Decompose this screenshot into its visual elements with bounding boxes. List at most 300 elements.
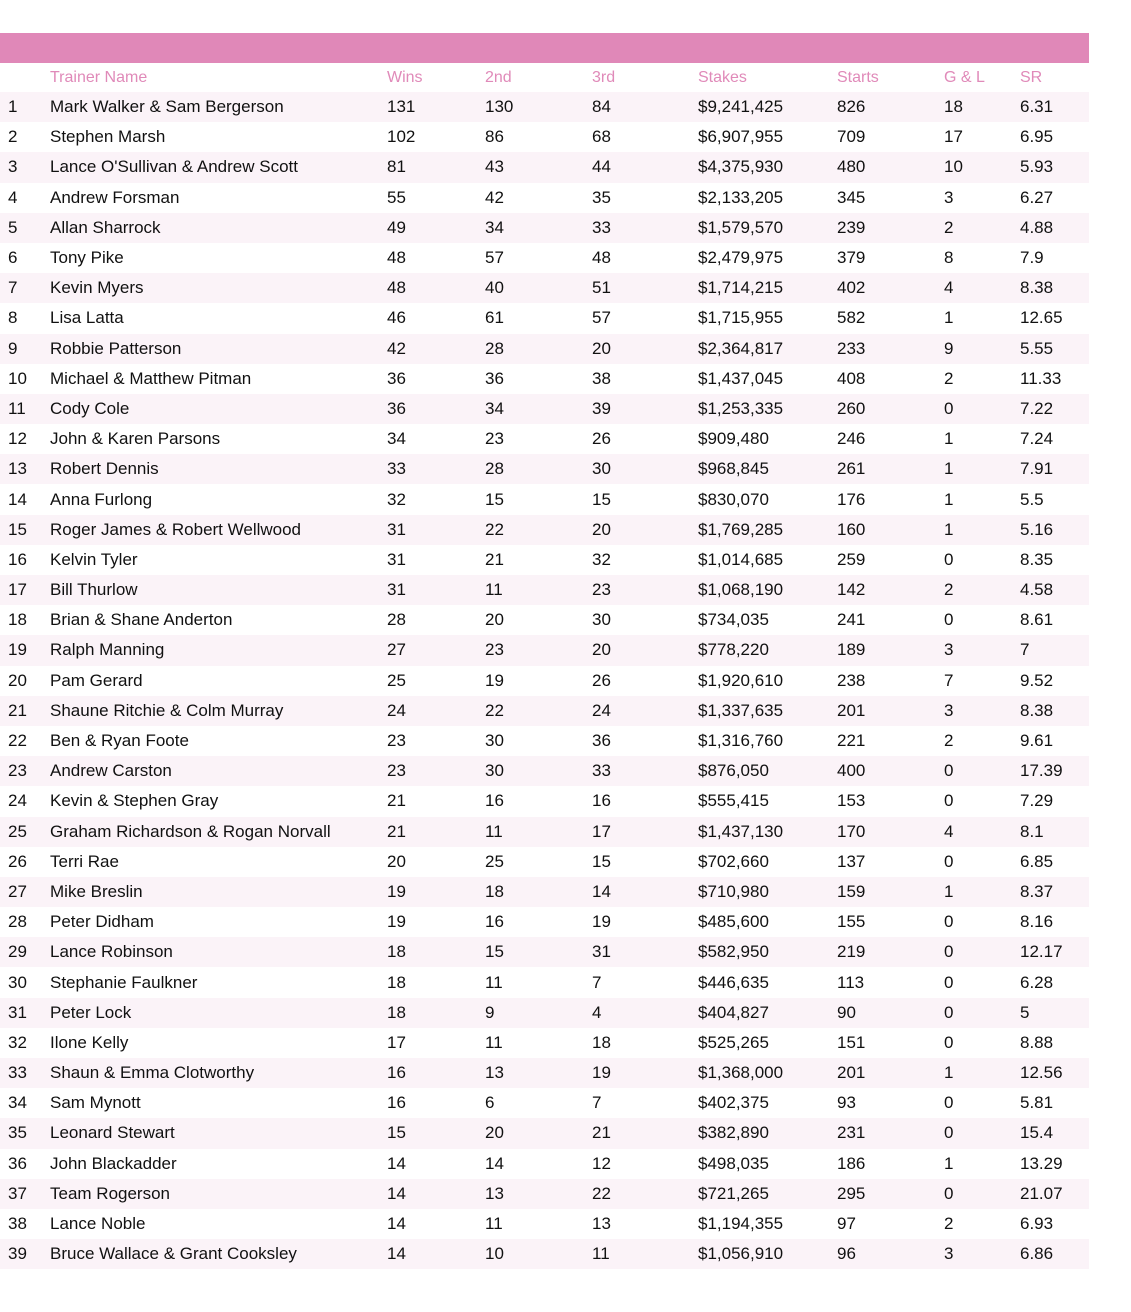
table-row: [0, 1149, 1089, 1179]
trainer-name-cell: Pam Gerard: [50, 666, 387, 696]
sr-cell: 8.61: [1020, 605, 1089, 635]
sr-cell: 6.93: [1020, 1209, 1089, 1239]
wins-cell: 25: [387, 666, 485, 696]
wins-cell: 14: [387, 1179, 485, 1209]
stakes-cell: $2,479,975: [698, 243, 837, 273]
sr-cell: 4.88: [1020, 213, 1089, 243]
trainer-table: [0, 63, 1089, 1269]
g-and-l-cell: 0: [944, 1088, 1020, 1118]
sr-cell: 7.29: [1020, 786, 1089, 816]
rank-cell: 34: [0, 1088, 50, 1118]
g-and-l-cell: 9: [944, 334, 1020, 364]
table-row: [0, 394, 1089, 424]
wins-cell: 21: [387, 786, 485, 816]
g-and-l-cell: 1: [944, 484, 1020, 514]
starts-cell: 186: [837, 1149, 944, 1179]
wins-cell: 14: [387, 1239, 485, 1269]
table-row: [0, 152, 1089, 182]
second-cell: 36: [485, 364, 592, 394]
second-cell: 22: [485, 696, 592, 726]
starts-cell: 260: [837, 394, 944, 424]
sr-cell: 7.22: [1020, 394, 1089, 424]
wins-cell: 16: [387, 1088, 485, 1118]
stakes-cell: $2,364,817: [698, 334, 837, 364]
sr-cell: 21.07: [1020, 1179, 1089, 1209]
sr-cell: 12.17: [1020, 937, 1089, 967]
g-and-l-cell: 2: [944, 213, 1020, 243]
trainer-name-cell: Lance Noble: [50, 1209, 387, 1239]
rank-cell: 33: [0, 1058, 50, 1088]
second-cell: 15: [485, 937, 592, 967]
wins-cell: 36: [387, 364, 485, 394]
third-cell: 7: [592, 1088, 698, 1118]
second-cell: 28: [485, 454, 592, 484]
trainer-name-cell: Shaune Ritchie & Colm Murray: [50, 696, 387, 726]
starts-cell: 96: [837, 1239, 944, 1269]
stakes-cell: $778,220: [698, 635, 837, 665]
sr-cell: 5.16: [1020, 515, 1089, 545]
table-row: [0, 786, 1089, 816]
table-row: [0, 696, 1089, 726]
wins-cell: 24: [387, 696, 485, 726]
trainer-name-cell: Brian & Shane Anderton: [50, 605, 387, 635]
third-cell: 21: [592, 1118, 698, 1148]
second-cell: 11: [485, 967, 592, 997]
sr-cell: 8.38: [1020, 696, 1089, 726]
table-header: [0, 63, 1089, 92]
third-cell: 20: [592, 334, 698, 364]
sr-cell: 5.81: [1020, 1088, 1089, 1118]
wins-cell: 21: [387, 817, 485, 847]
stakes-cell: $525,265: [698, 1028, 837, 1058]
sr-cell: 8.38: [1020, 273, 1089, 303]
rank-cell: 38: [0, 1209, 50, 1239]
trainer-name-cell: Michael & Matthew Pitman: [50, 364, 387, 394]
second-cell: 25: [485, 847, 592, 877]
wins-cell: 17: [387, 1028, 485, 1058]
third-cell: 11: [592, 1239, 698, 1269]
trainer-name-cell: John & Karen Parsons: [50, 424, 387, 454]
wins-cell: 34: [387, 424, 485, 454]
trainer-name-cell: Stephen Marsh: [50, 122, 387, 152]
starts-cell: 137: [837, 847, 944, 877]
second-cell: 61: [485, 303, 592, 333]
sr-cell: 6.85: [1020, 847, 1089, 877]
third-cell: 23: [592, 575, 698, 605]
stakes-cell: $1,316,760: [698, 726, 837, 756]
wins-cell: 42: [387, 334, 485, 364]
col-header-g-and-l: G & L: [944, 68, 985, 86]
third-cell: 12: [592, 1149, 698, 1179]
sr-cell: 6.27: [1020, 183, 1089, 213]
third-cell: 24: [592, 696, 698, 726]
stakes-cell: $1,715,955: [698, 303, 837, 333]
starts-cell: 170: [837, 817, 944, 847]
third-cell: 44: [592, 152, 698, 182]
g-and-l-cell: 3: [944, 183, 1020, 213]
third-cell: 57: [592, 303, 698, 333]
rank-cell: 27: [0, 877, 50, 907]
wins-cell: 32: [387, 484, 485, 514]
third-cell: 16: [592, 786, 698, 816]
second-cell: 13: [485, 1179, 592, 1209]
trainer-name-cell: Terri Rae: [50, 847, 387, 877]
starts-cell: 155: [837, 907, 944, 937]
starts-cell: 160: [837, 515, 944, 545]
second-cell: 11: [485, 575, 592, 605]
table-row: [0, 817, 1089, 847]
starts-cell: 295: [837, 1179, 944, 1209]
trainer-name-cell: Team Rogerson: [50, 1179, 387, 1209]
g-and-l-cell: 10: [944, 152, 1020, 182]
g-and-l-cell: 2: [944, 575, 1020, 605]
trainer-name-cell: Stephanie Faulkner: [50, 967, 387, 997]
g-and-l-cell: 0: [944, 756, 1020, 786]
g-and-l-cell: 4: [944, 817, 1020, 847]
rank-cell: 26: [0, 847, 50, 877]
stakes-cell: $498,035: [698, 1149, 837, 1179]
rank-cell: 1: [0, 92, 50, 122]
g-and-l-cell: 7: [944, 666, 1020, 696]
third-cell: 39: [592, 394, 698, 424]
third-cell: 15: [592, 484, 698, 514]
table-row: [0, 334, 1089, 364]
stakes-cell: $1,920,610: [698, 666, 837, 696]
rank-cell: 30: [0, 967, 50, 997]
rank-cell: 39: [0, 1239, 50, 1269]
sr-cell: 6.86: [1020, 1239, 1089, 1269]
table-body: [0, 92, 1089, 1269]
rank-cell: 31: [0, 998, 50, 1028]
table-row: [0, 484, 1089, 514]
sr-cell: 6.28: [1020, 967, 1089, 997]
wins-cell: 48: [387, 243, 485, 273]
rank-cell: 8: [0, 303, 50, 333]
second-cell: 11: [485, 1028, 592, 1058]
stakes-cell: $830,070: [698, 484, 837, 514]
wins-cell: 27: [387, 635, 485, 665]
table-row: [0, 726, 1089, 756]
second-cell: 18: [485, 877, 592, 907]
wins-cell: 16: [387, 1058, 485, 1088]
second-cell: 10: [485, 1239, 592, 1269]
rank-cell: 36: [0, 1149, 50, 1179]
col-header-trainer-name: Trainer Name: [50, 68, 148, 86]
wins-cell: 23: [387, 756, 485, 786]
g-and-l-cell: 0: [944, 394, 1020, 424]
stakes-cell: $582,950: [698, 937, 837, 967]
rank-cell: 12: [0, 424, 50, 454]
g-and-l-cell: 0: [944, 1118, 1020, 1148]
starts-cell: 151: [837, 1028, 944, 1058]
table-row: [0, 666, 1089, 696]
g-and-l-cell: 0: [944, 1179, 1020, 1209]
second-cell: 34: [485, 213, 592, 243]
rank-cell: 14: [0, 484, 50, 514]
rank-cell: 19: [0, 635, 50, 665]
sr-cell: 17.39: [1020, 756, 1089, 786]
table-row: [0, 454, 1089, 484]
g-and-l-cell: 2: [944, 1209, 1020, 1239]
starts-cell: 153: [837, 786, 944, 816]
rank-cell: 32: [0, 1028, 50, 1058]
third-cell: 14: [592, 877, 698, 907]
stakes-cell: $1,437,045: [698, 364, 837, 394]
third-cell: 51: [592, 273, 698, 303]
g-and-l-cell: 0: [944, 937, 1020, 967]
table-row: [0, 545, 1089, 575]
wins-cell: 81: [387, 152, 485, 182]
sr-cell: 5: [1020, 998, 1089, 1028]
table-row: [0, 1088, 1089, 1118]
starts-cell: 408: [837, 364, 944, 394]
stakes-cell: $876,050: [698, 756, 837, 786]
starts-cell: 189: [837, 635, 944, 665]
g-and-l-cell: 18: [944, 92, 1020, 122]
col-header-2nd: 2nd: [485, 68, 512, 86]
third-cell: 19: [592, 1058, 698, 1088]
rank-cell: 2: [0, 122, 50, 152]
trainer-name-cell: Robbie Patterson: [50, 334, 387, 364]
table-row: [0, 424, 1089, 454]
g-and-l-cell: 2: [944, 726, 1020, 756]
rank-cell: 5: [0, 213, 50, 243]
wins-cell: 14: [387, 1209, 485, 1239]
second-cell: 20: [485, 605, 592, 635]
table-row: [0, 273, 1089, 303]
table-row: [0, 1028, 1089, 1058]
trainer-name-cell: Roger James & Robert Wellwood: [50, 515, 387, 545]
wins-cell: 46: [387, 303, 485, 333]
sr-cell: 7: [1020, 635, 1089, 665]
table-row: [0, 937, 1089, 967]
col-header-rank: [0, 63, 50, 92]
g-and-l-cell: 1: [944, 303, 1020, 333]
second-cell: 15: [485, 484, 592, 514]
starts-cell: 402: [837, 273, 944, 303]
starts-cell: 709: [837, 122, 944, 152]
wins-cell: 15: [387, 1118, 485, 1148]
sr-cell: 11.33: [1020, 364, 1089, 394]
wins-cell: 131: [387, 92, 485, 122]
starts-cell: 233: [837, 334, 944, 364]
trainer-name-cell: Ralph Manning: [50, 635, 387, 665]
trainer-name-cell: Kevin Myers: [50, 273, 387, 303]
third-cell: 48: [592, 243, 698, 273]
third-cell: 4: [592, 998, 698, 1028]
col-header-wins: Wins: [387, 68, 423, 86]
g-and-l-cell: 1: [944, 1149, 1020, 1179]
rank-cell: 9: [0, 334, 50, 364]
sr-cell: 12.56: [1020, 1058, 1089, 1088]
trainer-name-cell: Peter Didham: [50, 907, 387, 937]
stakes-cell: $9,241,425: [698, 92, 837, 122]
second-cell: 30: [485, 756, 592, 786]
starts-cell: 93: [837, 1088, 944, 1118]
second-cell: 130: [485, 92, 592, 122]
rank-cell: 24: [0, 786, 50, 816]
second-cell: 16: [485, 786, 592, 816]
table-row: [0, 122, 1089, 152]
table-row: [0, 998, 1089, 1028]
sr-cell: 5.5: [1020, 484, 1089, 514]
rank-cell: 20: [0, 666, 50, 696]
starts-cell: 261: [837, 454, 944, 484]
stakes-cell: $1,337,635: [698, 696, 837, 726]
stakes-cell: $1,056,910: [698, 1239, 837, 1269]
wins-cell: 102: [387, 122, 485, 152]
wins-cell: 18: [387, 967, 485, 997]
trainer-name-cell: Tony Pike: [50, 243, 387, 273]
trainer-name-cell: Bill Thurlow: [50, 575, 387, 605]
g-and-l-cell: 1: [944, 454, 1020, 484]
third-cell: 68: [592, 122, 698, 152]
starts-cell: 259: [837, 545, 944, 575]
sr-cell: 8.1: [1020, 817, 1089, 847]
rank-cell: 4: [0, 183, 50, 213]
second-cell: 42: [485, 183, 592, 213]
g-and-l-cell: 0: [944, 998, 1020, 1028]
wins-cell: 55: [387, 183, 485, 213]
trainer-name-cell: Cody Cole: [50, 394, 387, 424]
starts-cell: 246: [837, 424, 944, 454]
third-cell: 30: [592, 605, 698, 635]
wins-cell: 49: [387, 213, 485, 243]
starts-cell: 97: [837, 1209, 944, 1239]
trainer-name-cell: Kelvin Tyler: [50, 545, 387, 575]
header-band: [0, 33, 1089, 63]
starts-cell: 400: [837, 756, 944, 786]
sr-cell: 12.65: [1020, 303, 1089, 333]
sr-cell: 7.24: [1020, 424, 1089, 454]
rank-cell: 13: [0, 454, 50, 484]
stakes-cell: $446,635: [698, 967, 837, 997]
trainer-name-cell: John Blackadder: [50, 1149, 387, 1179]
rank-cell: 3: [0, 152, 50, 182]
third-cell: 26: [592, 666, 698, 696]
starts-cell: 90: [837, 998, 944, 1028]
third-cell: 7: [592, 967, 698, 997]
stakes-cell: $702,660: [698, 847, 837, 877]
trainer-name-cell: Sam Mynott: [50, 1088, 387, 1118]
stakes-cell: $1,368,000: [698, 1058, 837, 1088]
third-cell: 33: [592, 756, 698, 786]
second-cell: 9: [485, 998, 592, 1028]
stakes-cell: $1,253,335: [698, 394, 837, 424]
starts-cell: 219: [837, 937, 944, 967]
stakes-cell: $1,194,355: [698, 1209, 837, 1239]
third-cell: 13: [592, 1209, 698, 1239]
wins-cell: 18: [387, 937, 485, 967]
table-row: [0, 1209, 1089, 1239]
trainer-name-cell: Leonard Stewart: [50, 1118, 387, 1148]
third-cell: 35: [592, 183, 698, 213]
third-cell: 31: [592, 937, 698, 967]
stakes-cell: $4,375,930: [698, 152, 837, 182]
g-and-l-cell: 2: [944, 364, 1020, 394]
table-row: [0, 575, 1089, 605]
third-cell: 17: [592, 817, 698, 847]
table-row: [0, 1058, 1089, 1088]
trainer-name-cell: Allan Sharrock: [50, 213, 387, 243]
sr-cell: 5.55: [1020, 334, 1089, 364]
table-row: [0, 183, 1089, 213]
trainer-name-cell: Ben & Ryan Foote: [50, 726, 387, 756]
sr-cell: 8.88: [1020, 1028, 1089, 1058]
rank-cell: 29: [0, 937, 50, 967]
wins-cell: 19: [387, 877, 485, 907]
stakes-cell: $402,375: [698, 1088, 837, 1118]
sr-cell: 6.95: [1020, 122, 1089, 152]
g-and-l-cell: 1: [944, 424, 1020, 454]
second-cell: 57: [485, 243, 592, 273]
second-cell: 6: [485, 1088, 592, 1118]
rank-cell: 11: [0, 394, 50, 424]
g-and-l-cell: 3: [944, 1239, 1020, 1269]
stakes-cell: $734,035: [698, 605, 837, 635]
starts-cell: 142: [837, 575, 944, 605]
rank-cell: 28: [0, 907, 50, 937]
third-cell: 38: [592, 364, 698, 394]
third-cell: 19: [592, 907, 698, 937]
rank-cell: 23: [0, 756, 50, 786]
g-and-l-cell: 1: [944, 1058, 1020, 1088]
second-cell: 43: [485, 152, 592, 182]
g-and-l-cell: 8: [944, 243, 1020, 273]
second-cell: 86: [485, 122, 592, 152]
trainer-name-cell: Kevin & Stephen Gray: [50, 786, 387, 816]
g-and-l-cell: 0: [944, 967, 1020, 997]
starts-cell: 113: [837, 967, 944, 997]
wins-cell: 19: [387, 907, 485, 937]
second-cell: 23: [485, 424, 592, 454]
stakes-cell: $721,265: [698, 1179, 837, 1209]
wins-cell: 28: [387, 605, 485, 635]
trainer-name-cell: Andrew Carston: [50, 756, 387, 786]
starts-cell: 480: [837, 152, 944, 182]
rank-cell: 15: [0, 515, 50, 545]
wins-cell: 33: [387, 454, 485, 484]
sr-cell: 8.37: [1020, 877, 1089, 907]
third-cell: 20: [592, 515, 698, 545]
third-cell: 33: [592, 213, 698, 243]
g-and-l-cell: 0: [944, 545, 1020, 575]
second-cell: 34: [485, 394, 592, 424]
rank-cell: 37: [0, 1179, 50, 1209]
rank-cell: 35: [0, 1118, 50, 1148]
third-cell: 30: [592, 454, 698, 484]
wins-cell: 31: [387, 515, 485, 545]
second-cell: 30: [485, 726, 592, 756]
trainer-name-cell: Peter Lock: [50, 998, 387, 1028]
col-header-starts: Starts: [837, 68, 879, 86]
stakes-cell: $1,014,685: [698, 545, 837, 575]
col-header-3rd: 3rd: [592, 68, 616, 86]
sr-cell: 8.16: [1020, 907, 1089, 937]
trainer-name-cell: Bruce Wallace & Grant Cooksley: [50, 1239, 387, 1269]
sr-cell: 9.52: [1020, 666, 1089, 696]
table-row: [0, 364, 1089, 394]
trainer-name-cell: Mark Walker & Sam Bergerson: [50, 92, 387, 122]
g-and-l-cell: 3: [944, 635, 1020, 665]
second-cell: 20: [485, 1118, 592, 1148]
stakes-cell: $6,907,955: [698, 122, 837, 152]
second-cell: 13: [485, 1058, 592, 1088]
third-cell: 32: [592, 545, 698, 575]
stakes-cell: $1,714,215: [698, 273, 837, 303]
stakes-cell: $909,480: [698, 424, 837, 454]
second-cell: 16: [485, 907, 592, 937]
